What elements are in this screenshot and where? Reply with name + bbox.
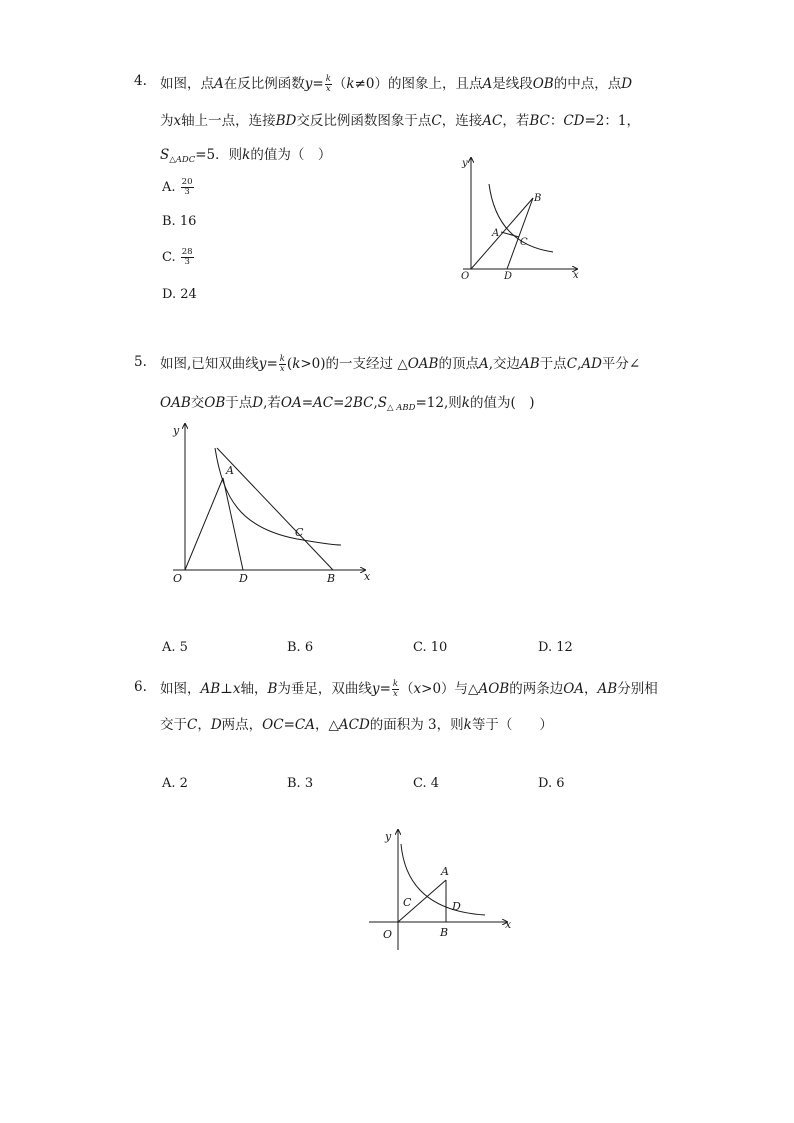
- q6-number: 6.: [134, 679, 147, 695]
- q4-label-c: C: [520, 237, 528, 248]
- q6-label-a: A: [441, 865, 449, 878]
- q4-label-x: x: [573, 270, 579, 281]
- q4-line-3: $S_{\triangle ADC}=5$．则k的值为（ ）: [160, 147, 332, 165]
- q6-option-c[interactable]: C. 4: [413, 776, 440, 791]
- q6-label-b: B: [440, 926, 449, 939]
- q4-line-1: 如图，点A在反比例函数y= $\frac{k}{x}$ （k≠0）的图象上，且点A是线段OB的中点，点D: [160, 74, 633, 94]
- q5-label-d: D: [239, 572, 248, 585]
- q4-label-b: B: [534, 193, 542, 204]
- q5-label-x: x: [364, 570, 371, 583]
- q5-label-b: B: [327, 572, 336, 585]
- q6-label-y: y: [385, 830, 392, 843]
- q6-label-c: C: [403, 896, 412, 909]
- q5-figure: [165, 418, 380, 588]
- q6-figure: [365, 822, 520, 954]
- q5-line-1: 如图,已知双曲线y= $\frac{k}{x}$ (k>0)的一支经过 △OAB的顶点A,交边AB于点C,AD平分∠: [160, 354, 641, 374]
- q4-option-c[interactable]: C. $\frac{28}{3}$: [162, 247, 193, 267]
- q5-option-a[interactable]: A. 5: [162, 640, 188, 655]
- q4-label-a: A: [492, 228, 500, 239]
- q6-hyperbola: [401, 844, 485, 915]
- q4-option-b[interactable]: B. 16: [162, 214, 197, 229]
- q4-option-d[interactable]: D. 24: [162, 287, 197, 302]
- q4-label-d: D: [504, 271, 513, 282]
- q4-number: 4.: [134, 73, 147, 89]
- q5-segment-oa: [185, 478, 223, 570]
- q6-option-d[interactable]: D. 6: [538, 776, 565, 791]
- q6-label-x: x: [505, 918, 512, 931]
- q5-segment-ad: [223, 478, 243, 570]
- q4-fraction-k-over-x: $\frac{k}{x}$: [325, 74, 331, 94]
- q5-label-o: O: [173, 572, 183, 585]
- q4-segment-ob: [471, 198, 533, 269]
- q5-segment-ab: [217, 448, 333, 570]
- q5-option-b[interactable]: B. 6: [287, 640, 314, 655]
- q4-figure: [455, 152, 590, 287]
- q6-line-1: 如图，AB⊥x轴，B为垂足，双曲线y= $\frac{k}{x}$ （x>0）与△AOB的两条边OA，AB分别相: [160, 679, 658, 699]
- q6-line-2: 交于C，D两点，OC=CA，△ACD的面积为 3，则k等于（ ）: [160, 717, 553, 733]
- q6-option-b[interactable]: B. 3: [287, 776, 314, 791]
- q5-line-2: OAB交OB于点D,若$OA=AC=2BC,S_{\triangle ABD}=12$,则k的值为( ): [160, 395, 535, 413]
- q5-label-c: C: [295, 526, 304, 539]
- q5-label-y: y: [173, 424, 180, 437]
- q5-label-a: A: [226, 464, 234, 477]
- q6-label-d: D: [452, 900, 461, 913]
- q5-option-d[interactable]: D. 12: [538, 640, 573, 655]
- q6-option-a[interactable]: A. 2: [162, 776, 188, 791]
- q6-label-o: O: [383, 928, 393, 941]
- q4-label-o: O: [461, 271, 470, 282]
- q4-option-a[interactable]: A. $\frac{20}{3}$: [162, 177, 193, 197]
- q4-line-2: 为x轴上一点，连接BD交反比例函数图象于点C，连接AC，若BC：CD=2：1，: [160, 113, 640, 129]
- q5-option-c[interactable]: C. 10: [413, 640, 448, 655]
- q5-number: 5.: [134, 354, 147, 370]
- q4-label-y: y: [462, 158, 468, 169]
